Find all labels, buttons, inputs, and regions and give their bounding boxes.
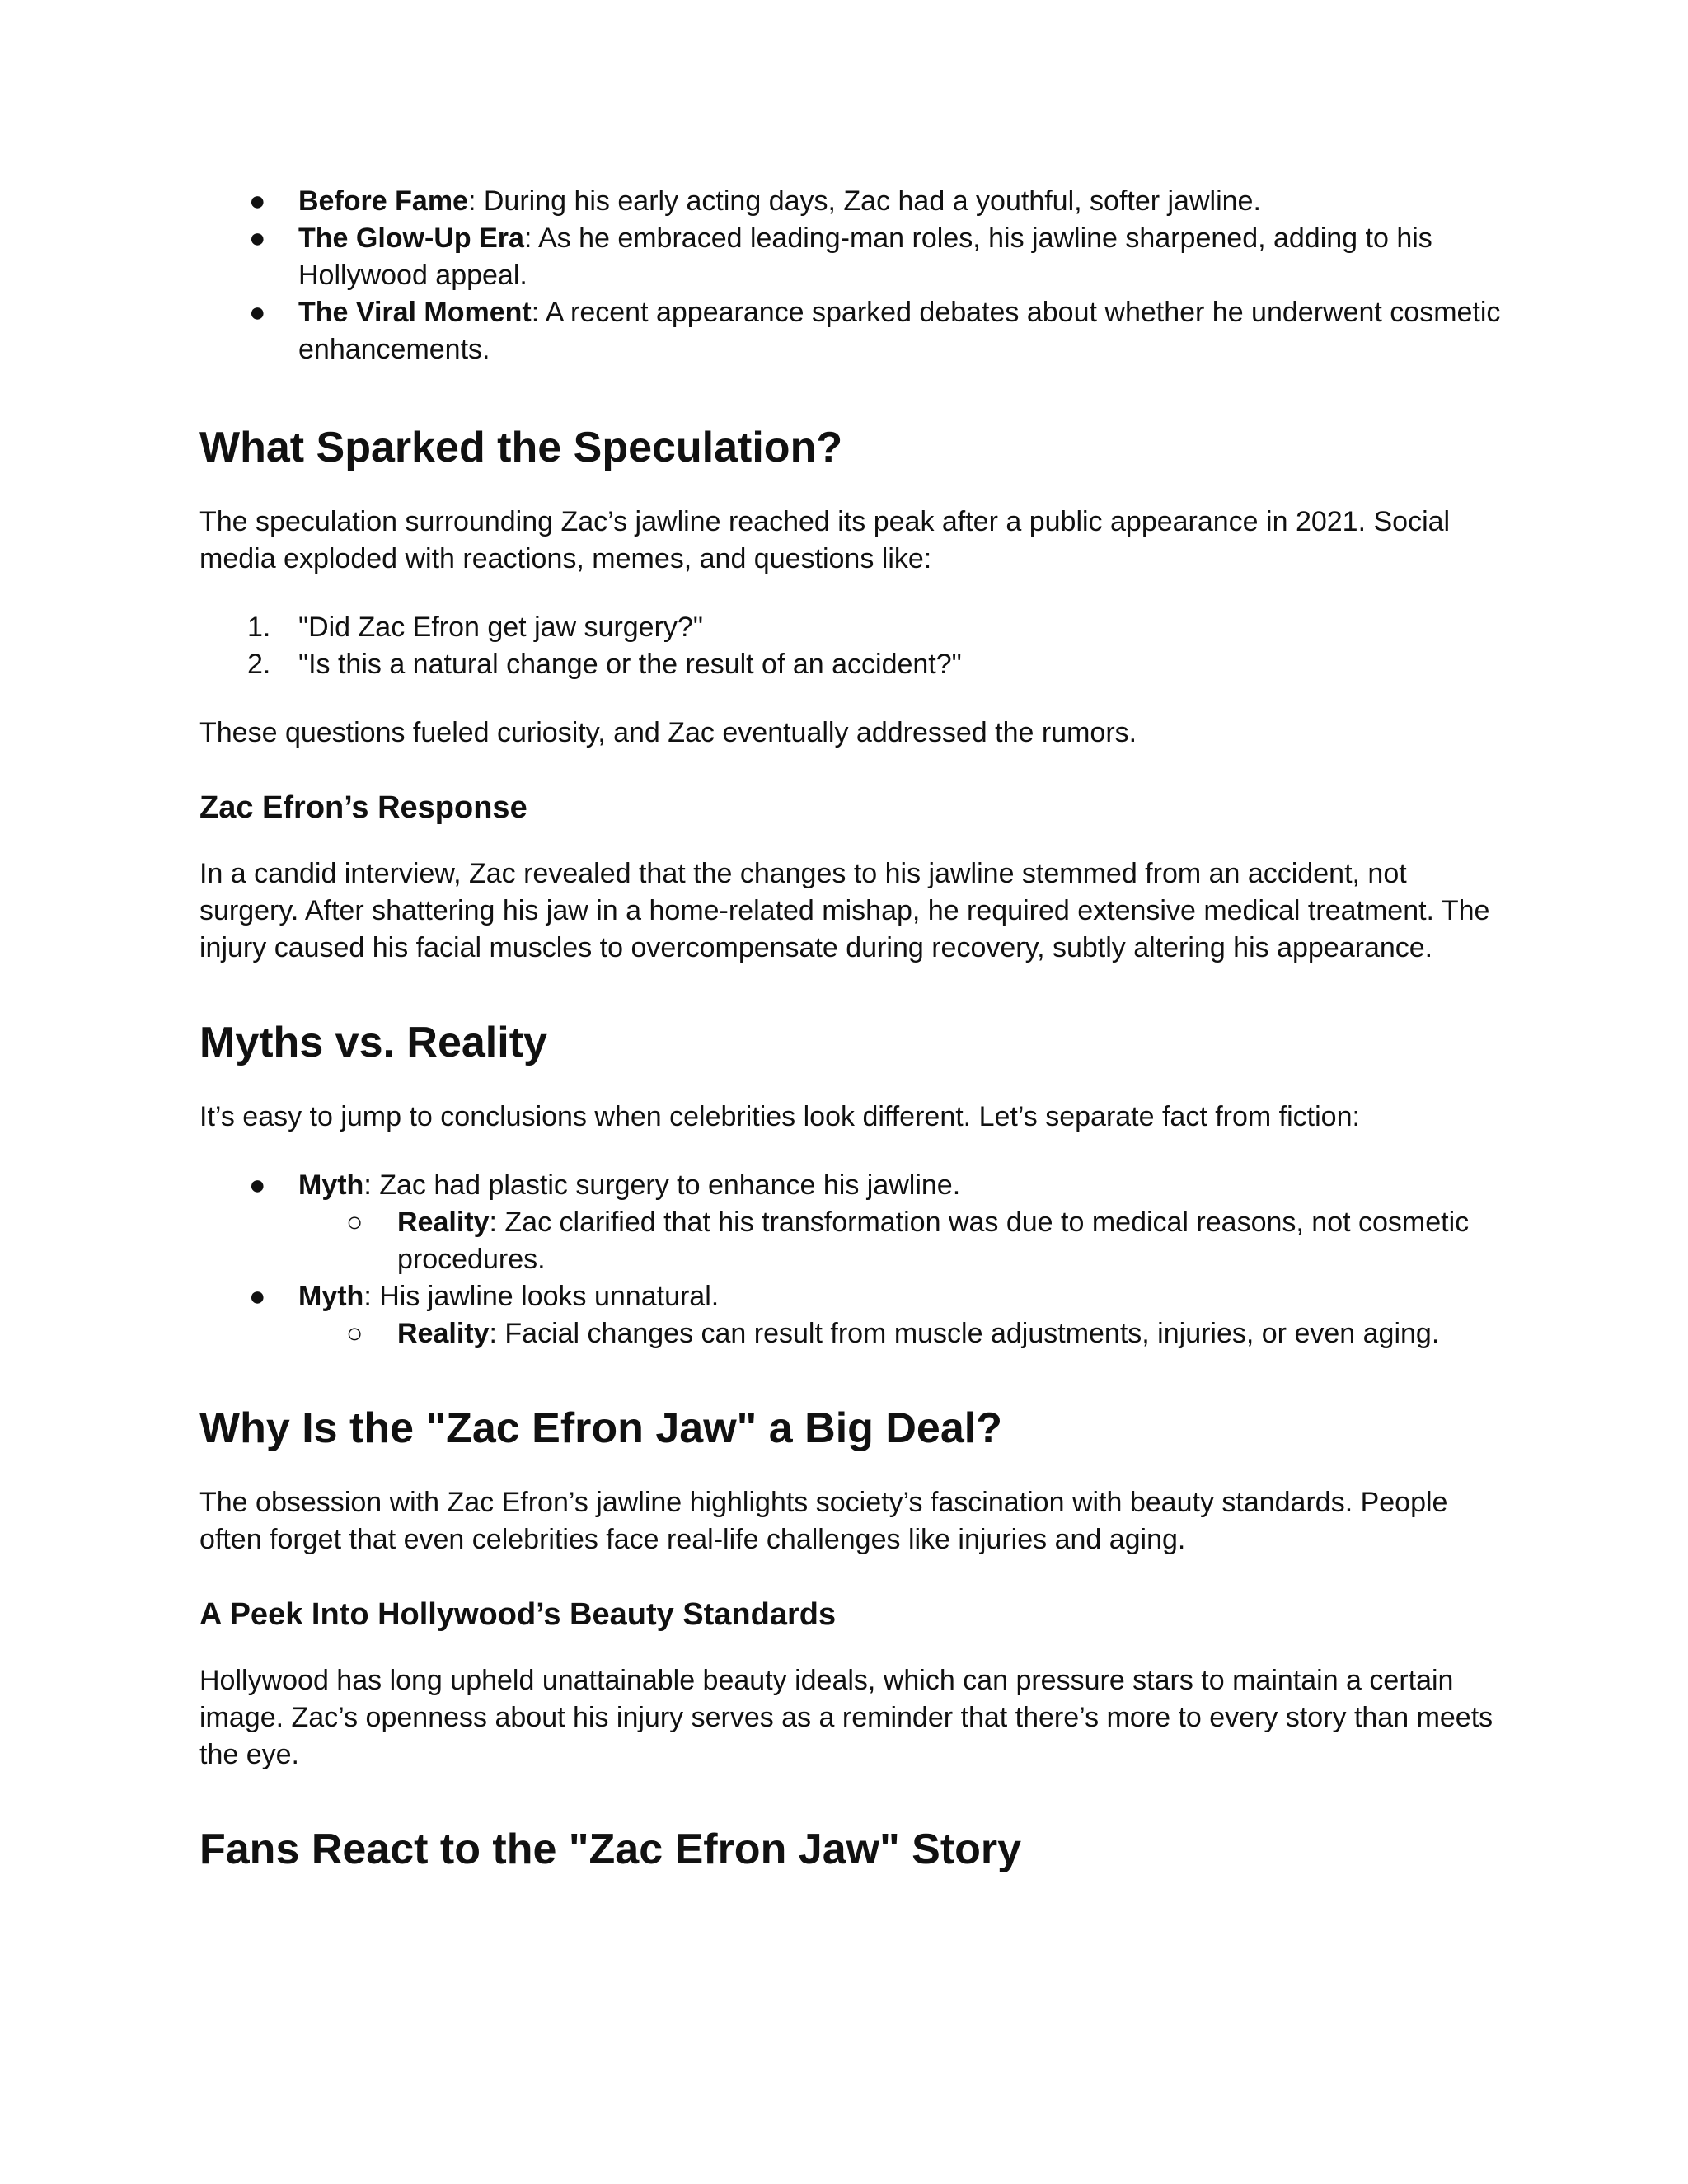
bullet-marker: ●: [249, 185, 266, 217]
myth-term: Myth: [298, 1169, 364, 1201]
list-item: [199, 220, 1502, 294]
sub-bullet-marker: ○: [346, 1207, 363, 1238]
reality-text: : Facial changes can result from muscle adjustments, injuries, or even aging.: [489, 1318, 1440, 1349]
list-item-term: The Viral Moment: [298, 297, 532, 328]
list-item: [199, 609, 1502, 646]
reality-term: Reality: [397, 1318, 490, 1349]
heading-myths: Myths vs. Reality: [199, 1019, 547, 1066]
reality-text: : Zac clarified that his transformation was due to medical reasons, not cosmetic procedures.: [397, 1207, 1470, 1275]
list-item-text: : During his early acting days, Zac had a youthful, softer jawline.: [467, 185, 1261, 217]
speculation-followup-paragraph: These questions fueled curiosity, and Zac eventually addressed the rumors.: [199, 717, 1137, 748]
reality-term: Reality: [397, 1207, 490, 1238]
sub-list-container: [199, 1204, 1502, 1278]
list-number: 2.: [247, 649, 271, 680]
sub-list-container: [199, 1315, 1502, 1352]
reality-sub-list: [199, 1204, 1502, 1278]
list-item: [199, 183, 1502, 220]
bullet-marker: ●: [249, 1169, 266, 1201]
list-item: [199, 1278, 1502, 1315]
list-item: [199, 646, 1502, 683]
heading-fans-react: Fans React to the "Zac Efron Jaw" Story: [199, 1825, 1022, 1873]
intro-bullet-list: [199, 183, 1502, 368]
questions-numbered-list: [199, 609, 1502, 683]
list-item: [199, 1315, 1502, 1352]
response-paragraph: In a candid interview, Zac revealed that the changes to his jawline stemmed from an accident, not surgery. After shattering his jaw in a home-related mishap, he required extensive medical treatment. The injury caused his facial muscles to overcompensate during recovery, subtly altering his appearance.: [199, 858, 1490, 963]
document-content: [199, 183, 1502, 1876]
list-item-text: : A recent appearance sparked debates about whether he underwent cosmetic enhancements.: [298, 297, 1501, 365]
bullet-marker: ●: [249, 1281, 266, 1312]
myth-text: : Zac had plastic surgery to enhance his jawline.: [363, 1169, 961, 1201]
reality-sub-list: [199, 1315, 1502, 1352]
heading-speculation: What Sparked the Speculation?: [199, 424, 843, 471]
list-item-text: : As he embraced leading-man roles, his jawline sharpened, adding to his Hollywood appeal.: [298, 223, 1432, 291]
bullet-marker: ●: [249, 223, 266, 254]
myths-paragraph: It’s easy to jump to conclusions when celebrities look different. Let’s separate fact from fiction:: [199, 1101, 1360, 1132]
myth-text: : His jawline looks unnatural.: [363, 1281, 720, 1312]
bullet-marker: ●: [249, 297, 266, 328]
list-number: 1.: [247, 612, 271, 643]
heading-response: Zac Efron’s Response: [199, 790, 528, 825]
myths-bullet-list: [199, 1167, 1502, 1352]
list-item-text: "Did Zac Efron get jaw surgery?": [298, 612, 703, 643]
myth-term: Myth: [298, 1281, 364, 1312]
list-item: [199, 1167, 1502, 1204]
list-item-term: The Glow-Up Era: [298, 223, 524, 254]
sub-bullet-marker: ○: [346, 1318, 363, 1349]
list-item: [199, 1204, 1502, 1278]
heading-beauty-standards: A Peek Into Hollywood’s Beauty Standards: [199, 1597, 837, 1632]
list-item-text: "Is this a natural change or the result of an accident?": [298, 649, 962, 680]
list-item: [199, 294, 1502, 368]
big-deal-paragraph: The obsession with Zac Efron’s jawline highlights society’s fascination with beauty standards. People often forget that even celebrities face real-life challenges like injuries and aging.: [199, 1487, 1448, 1555]
heading-big-deal: Why Is the "Zac Efron Jaw" a Big Deal?: [199, 1404, 1002, 1452]
speculation-paragraph: The speculation surrounding Zac’s jawline reached its peak after a public appearance in 2021. Social media exploded with reactions, memes, and questions like:: [199, 506, 1451, 574]
list-item-term: Before Fame: [298, 185, 468, 217]
beauty-standards-paragraph: Hollywood has long upheld unattainable beauty ideals, which can pressure stars to maintain a certain image. Zac’s openness about his injury serves as a reminder that there’s more to every story than meets the eye.: [199, 1665, 1493, 1770]
